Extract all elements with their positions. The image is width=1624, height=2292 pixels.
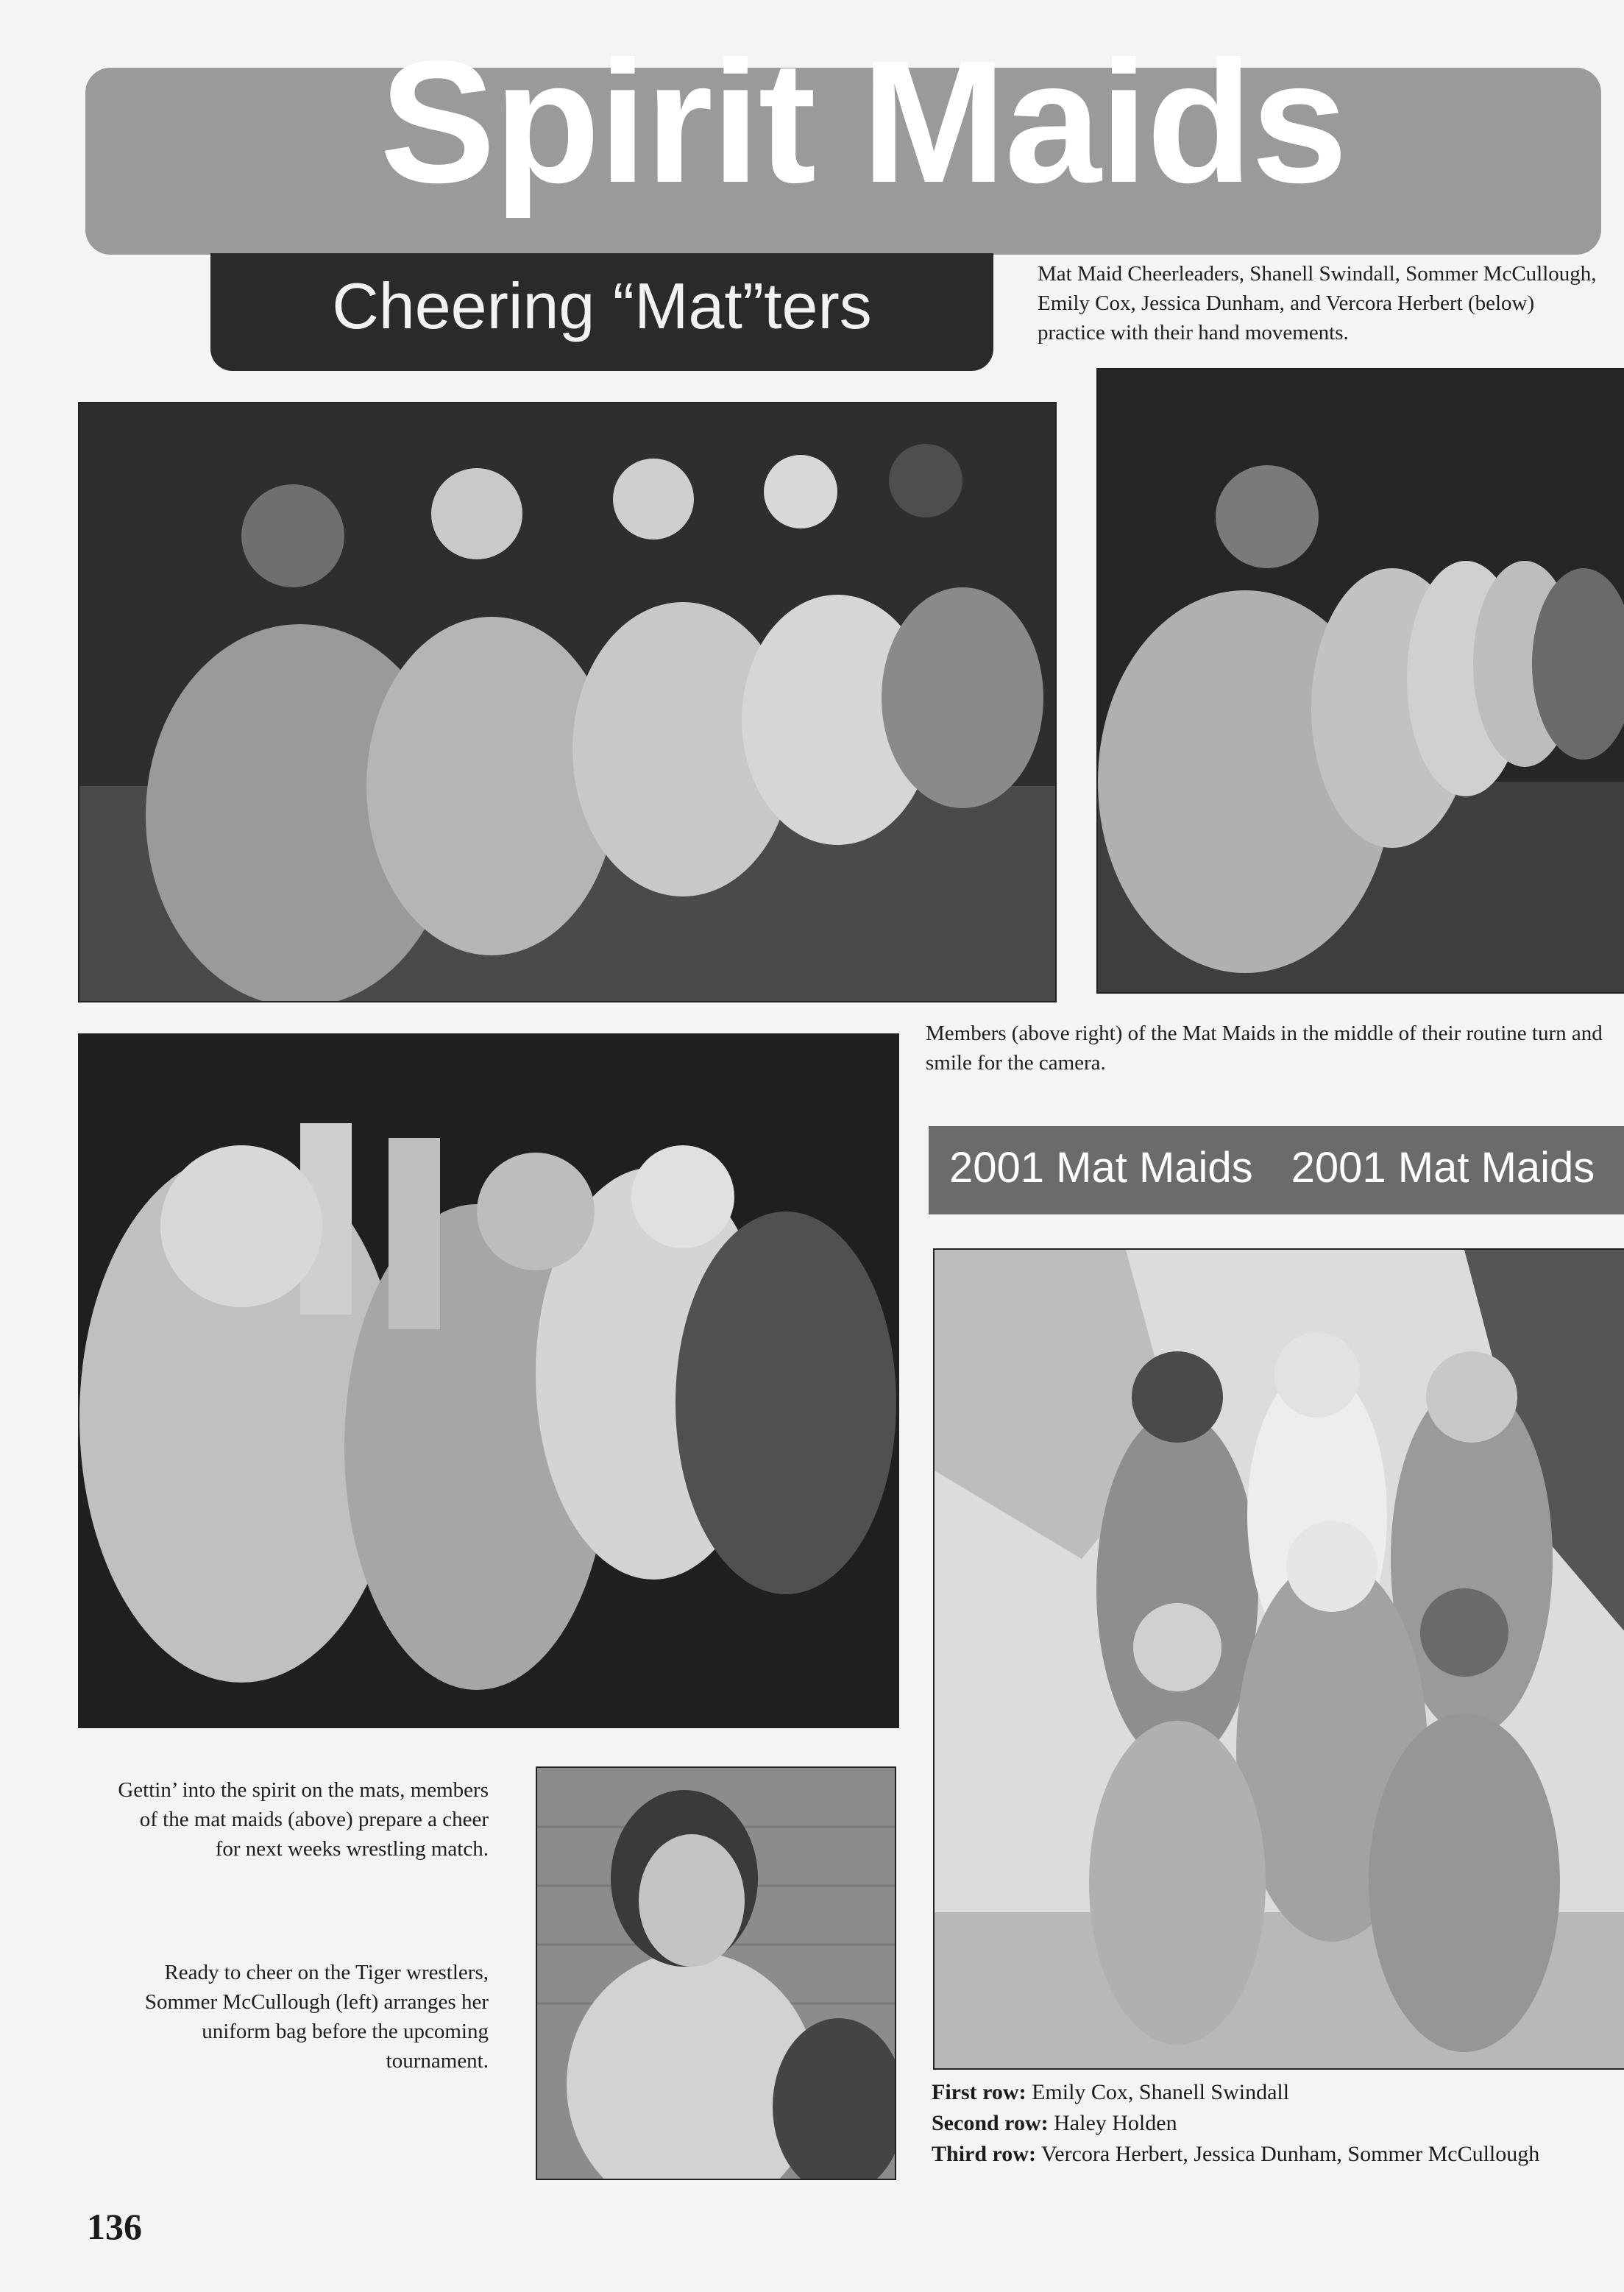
roster-row-1 bbox=[932, 2077, 1289, 2108]
section-banner-text-2: 2001 Mat Maids bbox=[1291, 1144, 1595, 1192]
photo-team-group bbox=[933, 1248, 1624, 2070]
roster-row-2 bbox=[932, 2108, 1177, 2139]
section-banner-text bbox=[949, 1142, 1623, 1194]
roster-row-2-label: Second row: bbox=[932, 2111, 1049, 2135]
section-banner-text-1: 2001 Mat Maids bbox=[949, 1144, 1253, 1192]
roster-row-2-names: Haley Holden bbox=[1054, 2111, 1177, 2135]
roster-row-1-label: First row: bbox=[932, 2080, 1026, 2104]
page-subtitle: Cheering “Mat”ters bbox=[332, 269, 872, 342]
page-number: 136 bbox=[87, 2206, 142, 2247]
caption-above-right: Members (above right) of the Mat Maids in the middle of their routine turn and smile for the camera. bbox=[926, 1022, 1603, 1075]
roster-row-3-label: Third row: bbox=[932, 2142, 1036, 2166]
photo-uniform-bag bbox=[536, 1766, 896, 2180]
photo-arms-raised bbox=[78, 1033, 899, 1728]
photo-seated-smiling bbox=[78, 402, 1057, 1002]
caption-spirit-mats: Gettin’ into the spirit on the mats, members of the mat maids (above) prepare a cheer for next weeks wrestling match. bbox=[118, 1778, 489, 1861]
roster-row-3-names: Vercora Herbert, Jessica Dunham, Sommer McCullough bbox=[1040, 2142, 1540, 2166]
photo-practicing-hands bbox=[1096, 368, 1624, 994]
roster-row-3 bbox=[932, 2139, 1539, 2170]
page-title: Spirit Maids bbox=[380, 25, 1347, 219]
caption-top-right: Mat Maid Cheerleaders, Shanell Swindall, Sommer McCullough, Emily Cox, Jessica Dunham, and Vercora Herbert (below) practice with their hand movements. bbox=[1038, 262, 1597, 344]
roster-row-1-names: Emily Cox, Shanell Swindall bbox=[1032, 2080, 1290, 2104]
caption-uniform-bag: Ready to cheer on the Tiger wrestlers, Sommer McCullough (left) arranges her uniform bag before the upcoming tournament. bbox=[144, 1961, 489, 2073]
